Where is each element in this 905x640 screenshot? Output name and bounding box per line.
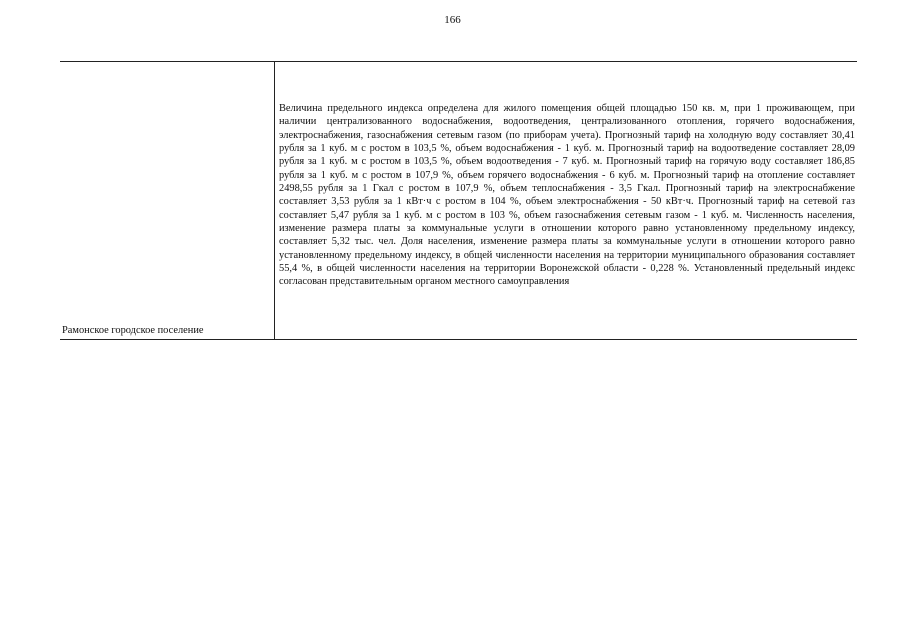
municipality-name-cell: Рамонское городское поселение [62,325,204,336]
tariff-table [60,61,857,340]
index-description-cell: Величина предельного индекса определена для жилого помещения общей площадью 150 кв. м, при 1 проживающем, при наличии централизованного водоснабжения, водоотведения, централизованного отопления, горячего водоснабжения, электроснабжения, газоснабжения сетевым газом (по приборам учета). Прогнозный тариф на холодную воду составляет 30,41 рубля за 1 куб. м с ростом в 103,5 %, объем водоснабжения - 1 куб. м. Прогнозный тариф на водоотведение составляет 28,09 рубля за 1 куб. м с ростом в 103,5 %, объем водоотведения - 7 куб. м. Прогнозный тариф на горячую воду составляет 186,85 рубля за 1 куб. м с ростом в 107,9 %, объем горячего водоснабжения - 6 куб. м. Прогнозный тариф на отопление составляет 2498,55 рубля за 1 Гкал с ростом в 107,9 %, объем теплоснабжения - 3,5 Гкал. Прогнозный тариф на электроснабжение составляет 3,53 рубля за 1 кВт·ч с ростом в 104 %, объем электроснабжения - 50 кВт·ч. Прогнозный тариф на сетевой газ составляет 5,47 рубля за 1 куб. м с ростом в 103 %, объем газоснабжения сетевым газом - 1 куб. м. Численность населения, изменение размера платы за коммунальные услуги в отношении которого равно установленному предельному индексу, составляет 5,32 тыс. чел. Доля населения, изменение размера платы за коммунальные услуги в отношении которого равно установленному предельному индексу, в общей численности населения на территории муниципального образования составляет 55,4 %, в общей численности населения на территории Воронежской области - 0,228 %. Установленный предельный индекс согласован представительным органом местного самоуправления [279,103,855,288]
page-number: 166 [444,14,461,26]
column-divider [274,62,275,339]
